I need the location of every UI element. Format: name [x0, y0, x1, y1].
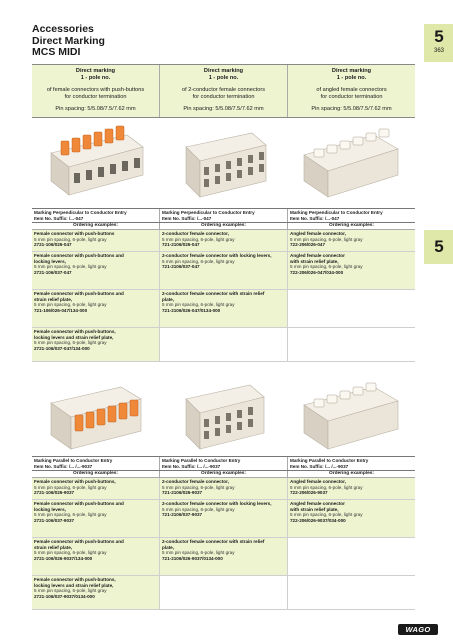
ordering-examples-row — [32, 471, 415, 478]
column-description: for conductor termination — [64, 94, 127, 100]
table-cell-empty — [159, 328, 287, 361]
table-cell: Angled female connector, 5 mm pin spacing, 6-pole, light gray 722-206/026-9037 — [287, 478, 415, 499]
table-header: Marking Parallel to Conductor Entry Item No. Suffix: /... /...-9037 — [287, 457, 415, 470]
table-cell: Female connector with push-buttons, locking levers and strain relief plate, 5 mm pin spacing, 6-pole, light gray 2721-106/037-047/134-000 — [32, 328, 159, 361]
page-title — [32, 24, 105, 59]
column-heading: 1 - pole no. — [80, 75, 111, 81]
table-header: Marking Parallel to Conductor Entry Item No. Suffix: /... /...-9037 — [159, 457, 287, 470]
section-side-tab: 5 — [424, 230, 453, 264]
pin-spacing: Pin spacing: 5/5.08/7.5/7.62 mm — [183, 106, 264, 112]
column-description: of female connectors with push-buttons — [46, 87, 145, 93]
table-cell: Female connector with push-buttons and strain relief plate, 5 mm pin spacing, 6-pole, light gray 721-106/026-047/134-000 — [32, 290, 159, 327]
table-row — [32, 230, 415, 252]
table-cell: Female connector with push-buttons and locking levers, 5 mm pin spacing, 6-pole, light gray 2721-106/037-047 — [32, 252, 159, 289]
column-description: of 2-conductor female connectors — [181, 87, 266, 93]
column-heading: Direct marking — [203, 68, 244, 74]
push-button-connector-image — [41, 125, 151, 203]
section-number: 5 — [434, 27, 444, 46]
table-cell-empty — [159, 576, 287, 609]
table-row — [32, 576, 415, 610]
table-row — [32, 500, 415, 538]
column-heading: Direct marking — [331, 68, 372, 74]
ordering-examples-label: Ordering examples: — [72, 223, 119, 229]
table-cell-empty — [287, 538, 415, 575]
pin-spacing: Pin spacing: 5/5.08/7.5/7.62 mm — [55, 106, 136, 112]
wago-logo: WAGO — [398, 624, 438, 635]
product-photo-row — [32, 122, 415, 206]
angled-connector-image — [296, 379, 406, 453]
column-heading: Direct marking — [75, 68, 116, 74]
ordering-examples-label: Ordering examples: — [287, 471, 415, 477]
column-header — [32, 65, 159, 117]
table-row — [32, 538, 415, 576]
table-cell: Female connector with push-buttons 5 mm pin spacing, 6-pole, light gray 2721-106/026-047 — [32, 230, 159, 251]
ordering-table-perpendicular — [32, 208, 415, 362]
page-number-tab — [424, 24, 453, 62]
table-cell: Angled female connector with strain relief plate, 5 mm pin spacing, 6-pole, light gray 722-206/026-047/034-000 — [287, 252, 415, 289]
table-row — [32, 290, 415, 328]
column-heading: 1 - pole no. — [336, 75, 367, 81]
title-line: Accessories — [32, 23, 94, 35]
title-line: MCS MIDI — [32, 46, 81, 58]
column-description: of angled female connectors — [316, 87, 387, 93]
table-cell: Female connector with push-buttons, 5 mm pin spacing, 6-pole, light gray 2721-106/026-9037 — [32, 478, 159, 499]
column-heading: 1 - pole no. — [208, 75, 239, 81]
column-description: for conductor termination — [192, 94, 255, 100]
page-number: 363 — [433, 48, 444, 54]
table-cell: 2-conductor female connector, 5 mm pin spacing, 6-pole, light gray 721-2106/026-9037 — [159, 478, 287, 499]
table-cell: Female connector with push-buttons and strain relief plate, 5 mm pin spacing, 6-pole, light gray 2721-106/026-9037/134-000 — [32, 538, 159, 575]
table-cell: Female connector with push-buttons and locking levers, 5 mm pin spacing, 6-pole, light gray 2721-106/037-9037 — [32, 500, 159, 537]
table-cell-empty — [287, 290, 415, 327]
table-cell: 2-conductor female connector with strain relief plate, 5 mm pin spacing, 6-pole, light gray 721-2106/026-9037/0134-000 — [159, 538, 287, 575]
product-photo-row — [32, 378, 415, 454]
column-header — [159, 65, 287, 117]
table-cell-empty — [287, 328, 415, 361]
table-cell: 2-conductor female connector with locking levers, 5 mm pin spacing, 6-pole, light gray 721-2106/037-9037 — [159, 500, 287, 537]
table-header: Marking Parallel to Conductor Entry Item No. Suffix: /... /...-9037 — [34, 458, 113, 469]
table-cell: Female connector with push-buttons, locking levers and strain relief plate, 5 mm pin spacing, 6-pole, light gray 2721-106/037-9037/0134-000 — [32, 576, 159, 609]
table-cell: 2-conductor female connector, 5 mm pin spacing, 6-pole, light gray 721-2106/026-047 — [159, 230, 287, 251]
table-header-row — [32, 457, 415, 471]
pin-spacing: Pin spacing: 5/5.08/7.5/7.62 mm — [311, 106, 392, 112]
table-row — [32, 478, 415, 500]
column-header — [287, 65, 415, 117]
table-header: Marking Perpendicular to Conductor Entry Item No. Suffix: /...-047 — [34, 210, 127, 221]
table-cell: 2-conductor female connector with strain relief plate, 5 mm pin spacing, 6-pole, light gray 721-2106/026-047/0134-000 — [159, 290, 287, 327]
table-row — [32, 252, 415, 290]
table-header: Marking Perpendicular to Conductor Entry Item No. Suffix: /...-047 — [287, 209, 415, 222]
push-button-connector-image — [41, 379, 151, 453]
ordering-examples-label: Ordering examples: — [159, 223, 287, 229]
ordering-examples-row — [32, 223, 415, 230]
table-header: Marking Perpendicular to Conductor Entry Item No. Suffix: /...-047 — [159, 209, 287, 222]
two-conductor-connector-image — [174, 125, 274, 203]
column-description: for conductor termination — [320, 94, 383, 100]
table-cell: Angled female connector, 5 mm pin spacing, 6-pole, light gray 722-206/026-047 — [287, 230, 415, 251]
two-conductor-connector-image — [174, 379, 274, 453]
ordering-examples-label: Ordering examples: — [159, 471, 287, 477]
table-header-row — [32, 209, 415, 223]
angled-connector-image — [296, 125, 406, 203]
ordering-examples-label: Ordering examples: — [287, 223, 415, 229]
table-cell-empty — [287, 576, 415, 609]
table-cell: Angled female connector with strain relief plate, 5 mm pin spacing, 6-pole, light gray 722-206/026-9037/034-000 — [287, 500, 415, 537]
ordering-table-parallel — [32, 456, 415, 610]
ordering-examples-label: Ordering examples: — [72, 471, 119, 477]
title-line: Direct Marking — [32, 34, 105, 47]
column-header-row — [32, 64, 415, 118]
table-cell: 2-conductor female connector with locking levers, 5 mm pin spacing, 6-pole, light gray 721-2106/037-047 — [159, 252, 287, 289]
table-row — [32, 328, 415, 362]
